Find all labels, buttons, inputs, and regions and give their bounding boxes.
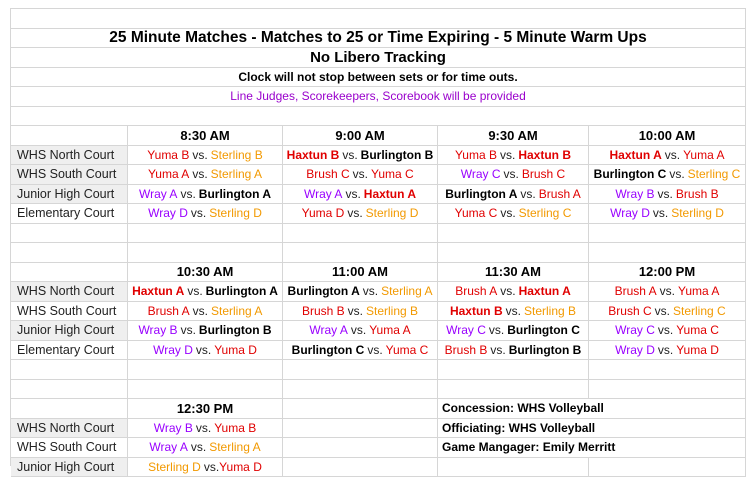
team-b: Brush A xyxy=(538,186,581,201)
team-b: Sterling B xyxy=(523,303,577,318)
blank-row xyxy=(11,107,746,127)
court-label-north: WHS North Court xyxy=(11,146,128,166)
team-a: Burlington A xyxy=(445,186,518,201)
match-cell xyxy=(589,302,746,322)
team-a: Brush A xyxy=(455,284,498,299)
team-b: Yuma C xyxy=(676,323,719,338)
officiating-info: Officiating: WHS Volleyball xyxy=(438,419,589,439)
team-b: Haxtun A xyxy=(363,186,417,201)
match-cell xyxy=(283,321,438,341)
team-b: Haxtun A xyxy=(518,284,571,299)
match-cell xyxy=(283,302,438,322)
team-a: Wray A xyxy=(303,186,343,201)
team-a: Burlington C xyxy=(593,167,667,182)
vs-separator: vs. xyxy=(500,147,516,162)
empty-cell xyxy=(11,399,128,419)
team-b: Sterling B xyxy=(366,303,419,318)
team-a: Brush C xyxy=(306,167,350,182)
match-cell xyxy=(283,282,438,302)
vs-separator: vs. xyxy=(669,167,685,182)
team-b: Sterling A xyxy=(211,303,263,318)
vs-separator: vs. xyxy=(352,167,368,182)
vs-separator: vs. xyxy=(347,303,363,318)
match-cell xyxy=(128,146,283,166)
vs-separator: vs. xyxy=(657,342,674,357)
schedule-title: 25 Minute Matches - Matches to 25 or Time Expiring - 5 Minute Warm Ups xyxy=(11,29,746,49)
team-a: Haxtun A xyxy=(609,147,662,162)
match-cell xyxy=(128,185,283,205)
vs-separator: vs. xyxy=(652,206,669,221)
clock-note: Clock will not stop between sets or for time outs. xyxy=(11,68,746,88)
match-cell xyxy=(438,204,589,224)
match-cell xyxy=(128,458,283,478)
match-cell xyxy=(128,341,283,361)
vs-separator: vs. xyxy=(659,284,675,299)
court-label-north: WHS North Court xyxy=(11,282,128,302)
team-b: Yuma D xyxy=(219,459,262,474)
court-label-south: WHS South Court xyxy=(11,438,128,458)
team-a: Yuma B xyxy=(454,147,497,162)
team-a: Burlington C xyxy=(291,342,365,357)
time-slot-header: 9:00 AM xyxy=(283,126,438,146)
team-a: Wray B xyxy=(138,323,178,338)
team-a: Brush A xyxy=(614,284,657,299)
match-cell xyxy=(283,341,438,361)
match-cell xyxy=(589,204,746,224)
schedule-subtitle: No Libero Tracking xyxy=(11,48,746,68)
vs-separator: vs. xyxy=(520,186,536,201)
team-a: Wray D xyxy=(148,206,188,221)
match-cell xyxy=(128,438,283,458)
time-slot-header: 11:00 AM xyxy=(283,263,438,283)
vs-separator: vs. xyxy=(664,147,681,162)
blank-row xyxy=(11,9,746,29)
match-cell xyxy=(128,419,283,439)
team-b: Burlington C xyxy=(507,323,580,338)
team-a: Yuma C xyxy=(454,206,498,221)
match-cell xyxy=(438,165,589,185)
vs-separator: vs. xyxy=(488,323,505,338)
match-cell xyxy=(283,204,438,224)
match-cell xyxy=(128,165,283,185)
vs-separator: vs. xyxy=(180,186,196,201)
schedule-sheet xyxy=(10,8,746,474)
match-cell xyxy=(589,185,746,205)
time-slot-header: 9:30 AM xyxy=(438,126,589,146)
time-slot-header: 10:00 AM xyxy=(589,126,746,146)
court-label-junior: Junior High Court xyxy=(11,321,128,341)
team-a: Wray C xyxy=(446,323,486,338)
vs-separator: vs. xyxy=(500,284,516,299)
court-label-south: WHS South Court xyxy=(11,165,128,185)
vs-separator: vs. xyxy=(192,303,208,318)
court-label-north: WHS North Court xyxy=(11,419,128,439)
team-a: Brush B xyxy=(301,303,345,318)
team-a: Wray C xyxy=(615,323,655,338)
empty-cell xyxy=(11,263,128,283)
time-slot-header: 10:30 AM xyxy=(128,263,283,283)
team-b: Brush B xyxy=(675,186,719,201)
team-b: Sterling C xyxy=(687,167,741,182)
team-b: Sterling D xyxy=(209,206,262,221)
vs-separator: vs. xyxy=(367,342,383,357)
team-a: Wray B xyxy=(615,186,655,201)
vs-separator: vs. xyxy=(362,284,379,299)
vs-separator: vs. xyxy=(347,206,363,221)
match-cell xyxy=(589,341,746,361)
team-b: Yuma B xyxy=(214,420,257,435)
team-b: Yuma C xyxy=(371,167,414,182)
match-cell xyxy=(283,165,438,185)
vs-separator: vs. xyxy=(345,186,361,201)
team-b: Yuma A xyxy=(683,147,725,162)
team-a: Wray A xyxy=(138,186,178,201)
team-a: Wray D xyxy=(153,342,193,357)
team-b: Sterling B xyxy=(210,147,263,162)
team-a: Haxtun B xyxy=(449,303,503,318)
team-b: Yuma D xyxy=(676,342,719,357)
vs-separator: vs. xyxy=(187,284,203,299)
team-a: Brush C xyxy=(608,303,652,318)
team-b: Sterling D xyxy=(365,206,419,221)
court-label-junior: Junior High Court xyxy=(11,458,128,478)
team-b: Brush C xyxy=(521,167,566,182)
match-cell xyxy=(128,321,283,341)
team-a: Sterling D xyxy=(148,459,201,474)
match-cell xyxy=(589,321,746,341)
game-manager-info: Game Mangager: Emily Merritt xyxy=(438,438,589,458)
vs-separator: vs. xyxy=(657,186,673,201)
team-b: Burlington B xyxy=(508,342,582,357)
vs-separator: vs. xyxy=(503,167,519,182)
vs-separator: vs. xyxy=(654,303,670,318)
team-a: Wray C xyxy=(460,167,501,182)
match-cell xyxy=(128,302,283,322)
match-cell xyxy=(128,204,283,224)
match-cell xyxy=(438,321,589,341)
court-label-south: WHS South Court xyxy=(11,302,128,322)
provided-note: Line Judges, Scorekeepers, Scorebook will be provided xyxy=(11,87,746,107)
team-a: Brush A xyxy=(147,303,190,318)
vs-separator: vs. xyxy=(342,147,358,162)
match-cell xyxy=(283,146,438,166)
vs-separator: vs. xyxy=(180,323,196,338)
match-cell xyxy=(283,185,438,205)
team-b: Yuma D xyxy=(214,342,257,357)
team-b: Sterling A xyxy=(381,284,433,299)
team-a: Wray D xyxy=(610,206,650,221)
team-b: Burlington A xyxy=(198,186,272,201)
team-a: Yuma A xyxy=(147,167,190,182)
match-cell xyxy=(438,302,589,322)
vs-separator: vs. xyxy=(190,206,207,221)
time-slot-header: 12:00 PM xyxy=(589,263,746,283)
team-b: Burlington B xyxy=(360,147,434,162)
match-cell xyxy=(438,282,589,302)
team-b: Yuma A xyxy=(678,284,720,299)
vs-separator: vs. xyxy=(192,167,208,182)
match-cell xyxy=(438,341,589,361)
team-a: Wray A xyxy=(309,323,348,338)
court-label-elementary: Elementary Court xyxy=(11,341,128,361)
time-slot-header: 8:30 AM xyxy=(128,126,283,146)
vs-separator: vs. xyxy=(350,323,367,338)
court-label-junior: Junior High Court xyxy=(11,185,128,205)
match-cell xyxy=(589,165,746,185)
vs-separator: vs. xyxy=(657,323,674,338)
vs-separator: vs. xyxy=(192,147,208,162)
team-a: Wray D xyxy=(615,342,655,357)
team-a: Brush B xyxy=(444,342,488,357)
team-a: Yuma D xyxy=(301,206,345,221)
vs-separator: vs. xyxy=(195,342,212,357)
team-b: Burlington A xyxy=(205,284,278,299)
vs-separator: vs. xyxy=(500,206,516,221)
match-cell xyxy=(128,282,283,302)
empty-cell xyxy=(11,126,128,146)
team-a: Yuma B xyxy=(147,147,190,162)
team-b: Burlington B xyxy=(198,323,272,338)
team-a: Burlington A xyxy=(287,284,360,299)
team-a: Wray A xyxy=(149,440,188,455)
team-b: Yuma A xyxy=(369,323,411,338)
team-b: Sterling D xyxy=(671,206,724,221)
time-slot-header: 12:30 PM xyxy=(128,399,283,419)
vs-separator: vs. xyxy=(505,303,521,318)
team-a: Wray B xyxy=(153,420,193,435)
team-b: Sterling A xyxy=(209,440,261,455)
court-label-elementary: Elementary Court xyxy=(11,204,128,224)
vs-separator: vs. xyxy=(190,440,207,455)
team-b: Sterling C xyxy=(673,303,726,318)
match-cell xyxy=(589,146,746,166)
vs-separator: vs. xyxy=(203,459,220,474)
match-cell xyxy=(438,185,589,205)
time-slot-header: 11:30 AM xyxy=(438,263,589,283)
match-cell xyxy=(589,282,746,302)
team-a: Haxtun B xyxy=(286,147,340,162)
vs-separator: vs. xyxy=(195,420,212,435)
concession-info: Concession: WHS Volleyball xyxy=(438,399,589,419)
match-cell xyxy=(438,146,589,166)
team-b: Sterling A xyxy=(210,167,263,182)
team-b: Haxtun B xyxy=(518,147,572,162)
team-b: Yuma C xyxy=(385,342,429,357)
team-a: Haxtun A xyxy=(132,284,185,299)
vs-separator: vs. xyxy=(490,342,506,357)
team-b: Sterling C xyxy=(518,206,572,221)
